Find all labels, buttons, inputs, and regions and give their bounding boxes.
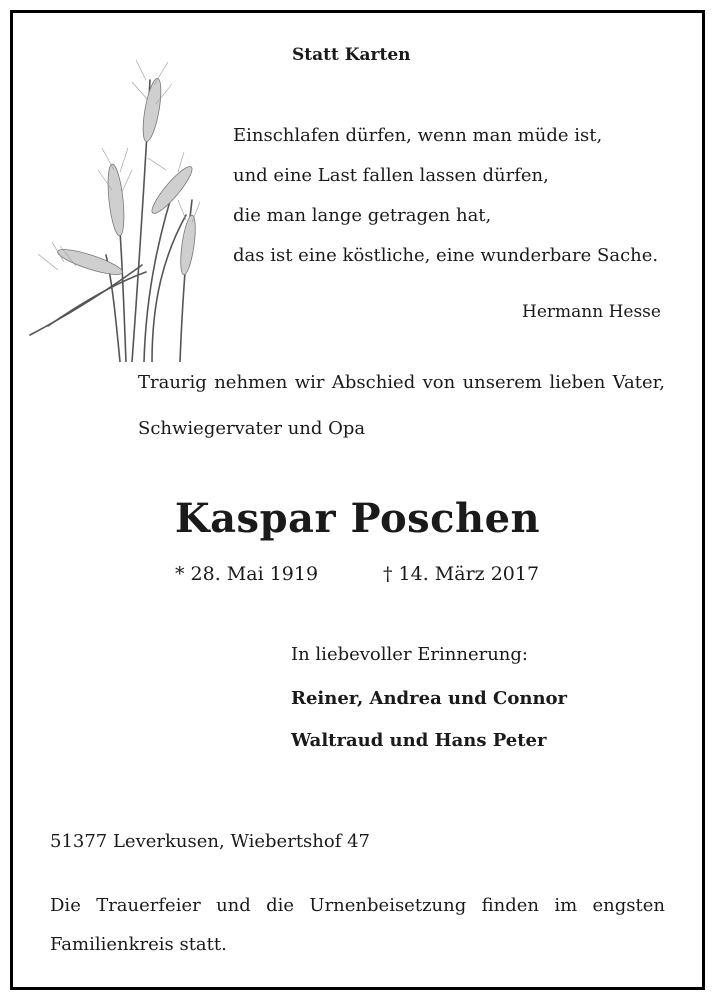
family-line: Reiner, Andrea und Connor (291, 688, 568, 709)
notice-line: Die Trauerfeier und die Urnenbeisetzung finden im engsten (50, 895, 665, 916)
birth-date: * 28. Mai 1919 (175, 563, 319, 585)
deceased-name: Kaspar Poschen (174, 495, 541, 542)
address: 51377 Leverkusen, Wiebertshof 47 (50, 831, 371, 852)
intro-line: Schwiegervater und Opa (138, 418, 366, 439)
poem-line: das ist eine köstliche, eine wunderbare Sache. (233, 245, 659, 266)
poem-author: Hermann Hesse (522, 302, 661, 322)
intro-line: Traurig nehmen wir Abschied von unserem lieben Vater, (138, 372, 665, 393)
poem-line: Einschlafen dürfen, wenn man müde ist, (233, 125, 603, 146)
family-line: Waltraud und Hans Peter (291, 730, 547, 751)
poem-line: und eine Last fallen lassen dürfen, (233, 165, 549, 186)
wheat-ears-icon (28, 40, 228, 362)
poem-line: die man lange getragen hat, (233, 205, 492, 226)
notice-line: Familienkreis statt. (50, 934, 227, 955)
memory-heading: In liebevoller Erinnerung: (291, 644, 528, 665)
header-statt-karten: Statt Karten (292, 45, 411, 65)
death-date: † 14. März 2017 (383, 563, 540, 585)
